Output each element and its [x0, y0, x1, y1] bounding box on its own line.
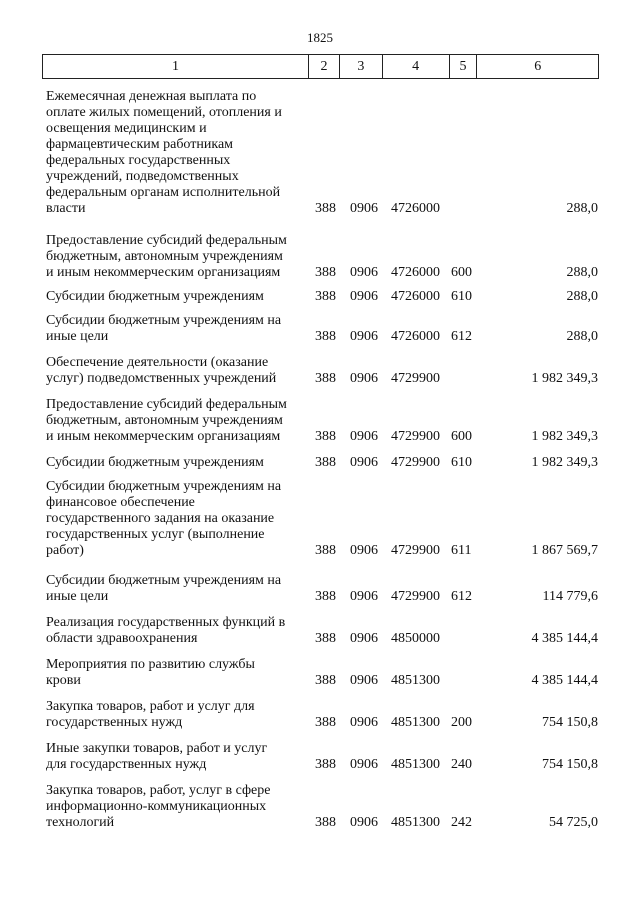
- description-line: федеральных государственных: [46, 153, 231, 168]
- description-line: Обеспечение деятельности (оказание: [46, 355, 269, 370]
- cell-col-6: 288,0: [566, 265, 598, 280]
- cell-col-2: 388: [315, 589, 336, 604]
- cell-col-3: 0906: [350, 371, 378, 386]
- cell-col-5: 242: [451, 815, 472, 830]
- description-line: и иным некоммерческим организациям: [46, 265, 281, 280]
- cell-col-5: 200: [451, 715, 472, 730]
- cell-col-2: 388: [315, 715, 336, 730]
- header-col-2: 2: [309, 55, 340, 78]
- cell-col-4: 4729900: [391, 543, 440, 558]
- cell-col-4: 4851300: [391, 815, 440, 830]
- cell-col-3: 0906: [350, 673, 378, 688]
- cell-col-2: 388: [315, 371, 336, 386]
- cell-col-6: 4 385 144,4: [531, 673, 598, 688]
- description-line: крови: [46, 673, 81, 688]
- cell-col-2: 388: [315, 329, 336, 344]
- cell-col-3: 0906: [350, 429, 378, 444]
- description-line: иные цели: [46, 329, 109, 344]
- description-line: Иные закупки товаров, работ и услуг: [46, 741, 268, 756]
- cell-col-2: 388: [315, 815, 336, 830]
- description-line: Закупка товаров, работ, услуг в сфере: [46, 783, 271, 798]
- row-description: [46, 89, 308, 217]
- description-line: оплате жилых помещений, отопления и: [46, 105, 282, 120]
- cell-col-4: 4726000: [391, 289, 440, 304]
- description-line: Мероприятия по развитию службы: [46, 657, 255, 672]
- description-line: государственных нужд: [46, 715, 183, 730]
- description-line: федеральным органам исполнительной: [46, 185, 281, 200]
- row-description: [46, 783, 308, 831]
- cell-col-2: 388: [315, 201, 336, 216]
- row-description: [46, 233, 308, 281]
- cell-col-2: 388: [315, 289, 336, 304]
- description-line: освещения медицинским и: [46, 121, 207, 136]
- cell-col-4: 4729900: [391, 455, 440, 470]
- cell-col-6: 4 385 144,4: [531, 631, 598, 646]
- cell-col-4: 4729900: [391, 429, 440, 444]
- cell-col-2: 388: [315, 631, 336, 646]
- cell-col-6: 114 779,6: [542, 589, 598, 604]
- row-description: [46, 479, 308, 559]
- description-line: Предоставление субсидий федеральным: [46, 397, 287, 412]
- description-line: фармацевтическим работникам: [46, 137, 234, 152]
- header-col-6: 6: [534, 58, 542, 74]
- cell-col-3: 0906: [350, 289, 378, 304]
- description-line: технологий: [46, 815, 115, 830]
- row-description: [46, 699, 308, 731]
- cell-col-6: 288,0: [566, 329, 598, 344]
- cell-col-3: 0906: [350, 543, 378, 558]
- description-line: для государственных нужд: [46, 757, 207, 772]
- row-description: [46, 455, 308, 471]
- description-line: работ): [46, 543, 84, 558]
- cell-col-6: 754 150,8: [542, 715, 598, 730]
- description-line: государственных услуг (выполнение: [46, 527, 265, 542]
- description-line: и иным некоммерческим организациям: [46, 429, 281, 444]
- cell-col-6: 288,0: [566, 201, 598, 216]
- row-description: [46, 615, 308, 647]
- cell-col-4: 4851300: [391, 715, 440, 730]
- description-line: государственного задания на оказание: [46, 511, 275, 526]
- cell-col-4: 4851300: [391, 757, 440, 772]
- cell-col-4: 4850000: [391, 631, 440, 646]
- description-line: Закупка товаров, работ и услуг для: [46, 699, 255, 714]
- header-col-1: 1: [43, 55, 309, 78]
- cell-col-3: 0906: [350, 455, 378, 470]
- description-line: области здравоохранения: [46, 631, 198, 646]
- table-header: [42, 54, 599, 79]
- description-line: услуг) подведомственных учреждений: [46, 371, 277, 386]
- description-line: учреждений, подведомственных: [46, 169, 239, 184]
- description-line: Субсидии бюджетным учреждениям на: [46, 479, 282, 494]
- cell-col-6: 1 982 349,3: [531, 455, 598, 470]
- cell-col-6: 1 982 349,3: [531, 429, 598, 444]
- cell-col-2: 388: [315, 757, 336, 772]
- cell-col-3: 0906: [350, 589, 378, 604]
- description-line: финансовое обеспечение: [46, 495, 195, 510]
- header-col-3: 3: [340, 55, 383, 78]
- cell-col-5: 600: [451, 429, 472, 444]
- cell-col-2: 388: [315, 455, 336, 470]
- cell-col-3: 0906: [350, 631, 378, 646]
- description-line: Реализация государственных функций в: [46, 615, 286, 630]
- cell-col-6: 754 150,8: [542, 757, 598, 772]
- cell-col-3: 0906: [350, 815, 378, 830]
- description-line: информационно-коммуникационных: [46, 799, 267, 814]
- cell-col-3: 0906: [350, 757, 378, 772]
- cell-col-3: 0906: [350, 201, 378, 216]
- header-col-5: 5: [450, 55, 478, 78]
- description-line: Ежемесячная денежная выплата по: [46, 89, 257, 104]
- description-line: иные цели: [46, 589, 109, 604]
- cell-col-4: 4729900: [391, 589, 440, 604]
- cell-col-6: 54 725,0: [549, 815, 598, 830]
- description-line: Субсидии бюджетным учреждениям на: [46, 573, 282, 588]
- cell-col-3: 0906: [350, 265, 378, 280]
- row-description: [46, 573, 308, 605]
- description-line: бюджетным, автономным учреждениям: [46, 413, 283, 428]
- header-col-4: 4: [383, 55, 450, 78]
- cell-col-2: 388: [315, 673, 336, 688]
- cell-col-2: 388: [315, 265, 336, 280]
- description-line: бюджетным, автономным учреждениям: [46, 249, 283, 264]
- cell-col-4: 4726000: [391, 329, 440, 344]
- cell-col-5: 612: [451, 589, 472, 604]
- cell-col-2: 388: [315, 429, 336, 444]
- cell-col-5: 600: [451, 265, 472, 280]
- description-line: Предоставление субсидий федеральным: [46, 233, 287, 248]
- cell-col-5: 612: [451, 329, 472, 344]
- cell-col-4: 4726000: [391, 265, 440, 280]
- page-number: 1825: [307, 30, 333, 45]
- cell-col-2: 388: [315, 543, 336, 558]
- cell-col-5: 610: [451, 289, 472, 304]
- cell-col-4: 4851300: [391, 673, 440, 688]
- row-description: [46, 355, 308, 387]
- cell-col-6: 288,0: [566, 289, 598, 304]
- row-description: [46, 741, 308, 773]
- row-description: [46, 657, 308, 689]
- cell-col-4: 4726000: [391, 201, 440, 216]
- row-description: [46, 397, 308, 445]
- cell-col-3: 0906: [350, 329, 378, 344]
- cell-col-3: 0906: [350, 715, 378, 730]
- row-description: [46, 289, 308, 305]
- description-line: Субсидии бюджетным учреждениям на: [46, 313, 282, 328]
- cell-col-6: 1 867 569,7: [531, 543, 598, 558]
- cell-col-5: 240: [451, 757, 472, 772]
- description-line: Субсидии бюджетным учреждениям: [46, 455, 264, 470]
- description-line: Субсидии бюджетным учреждениям: [46, 289, 264, 304]
- row-description: [46, 313, 308, 345]
- cell-col-5: 611: [451, 543, 472, 558]
- cell-col-6: 1 982 349,3: [531, 371, 598, 386]
- cell-col-5: 610: [451, 455, 472, 470]
- description-line: власти: [46, 201, 86, 216]
- cell-col-4: 4729900: [391, 371, 440, 386]
